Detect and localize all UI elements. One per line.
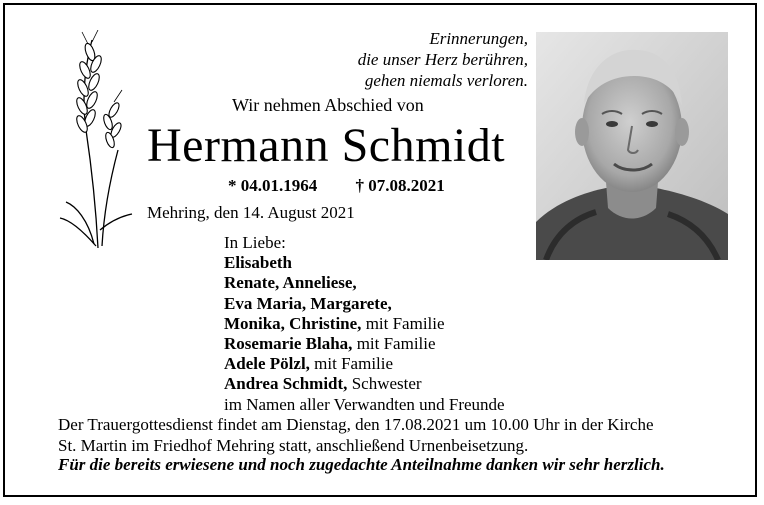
mourner-entry	[224, 294, 505, 314]
mourner-names: Rosemarie Blaha,	[224, 334, 353, 354]
mourner-entry	[224, 334, 505, 354]
quote-line: gehen niemals verloren.	[364, 71, 528, 90]
mourner-suffix: mit Familie	[309, 354, 394, 374]
quote-line: die unser Herz berühren,	[357, 50, 528, 69]
service-line: St. Martin im Friedhof Mehring statt, anschließend Urnenbeisetzung.	[58, 436, 529, 455]
life-dates	[228, 176, 445, 196]
mourner-entry	[224, 374, 505, 394]
mourner-suffix: mit Familie	[361, 313, 445, 333]
wheat-ornament-icon	[52, 30, 136, 250]
mourner-names: Andrea Schmidt,	[224, 374, 348, 394]
place-and-date: Mehring, den 14. August 2021	[147, 203, 355, 222]
mourner-names: Elisabeth	[224, 253, 293, 273]
birth-date: * 04.01.1964	[228, 176, 318, 195]
service-line: Der Trauergottesdienst findet am Dienstag, den 17.08.2021 um 10.00 Uhr in der Kirche	[58, 415, 654, 434]
mourners-heading: In Liebe:	[224, 233, 286, 252]
mourner-suffix: Schwester	[347, 374, 422, 394]
mourner-entry	[224, 354, 505, 374]
deceased-name: Hermann Schmidt	[147, 119, 506, 172]
death-date: † 07.08.2021	[355, 176, 445, 195]
mourner-names: Eva Maria, Margarete,	[224, 293, 392, 313]
mourner-entry	[224, 253, 505, 273]
funeral-service-info	[58, 414, 654, 456]
quote-line: Erinnerungen,	[429, 29, 528, 48]
mourner-names: Monika, Christine,	[224, 313, 362, 333]
thanks-note: Für die bereits erwiesene und noch zugedachte Anteilnahme danken wir sehr herzlich.	[58, 455, 665, 474]
memorial-quote	[358, 28, 528, 91]
mourner-suffix: mit Familie	[352, 334, 436, 354]
farewell-intro: Wir nehmen Abschied von	[232, 95, 424, 115]
mourner-entry	[224, 273, 505, 293]
portrait-photo	[536, 32, 728, 260]
mourners-closing: im Namen aller Verwandten und Freunde	[224, 394, 505, 414]
mourner-entry	[224, 314, 505, 334]
mourner-names: Adele Pölzl,	[224, 354, 310, 374]
mourner-names: Renate, Anneliese,	[224, 273, 357, 293]
mourners-list	[224, 233, 505, 415]
